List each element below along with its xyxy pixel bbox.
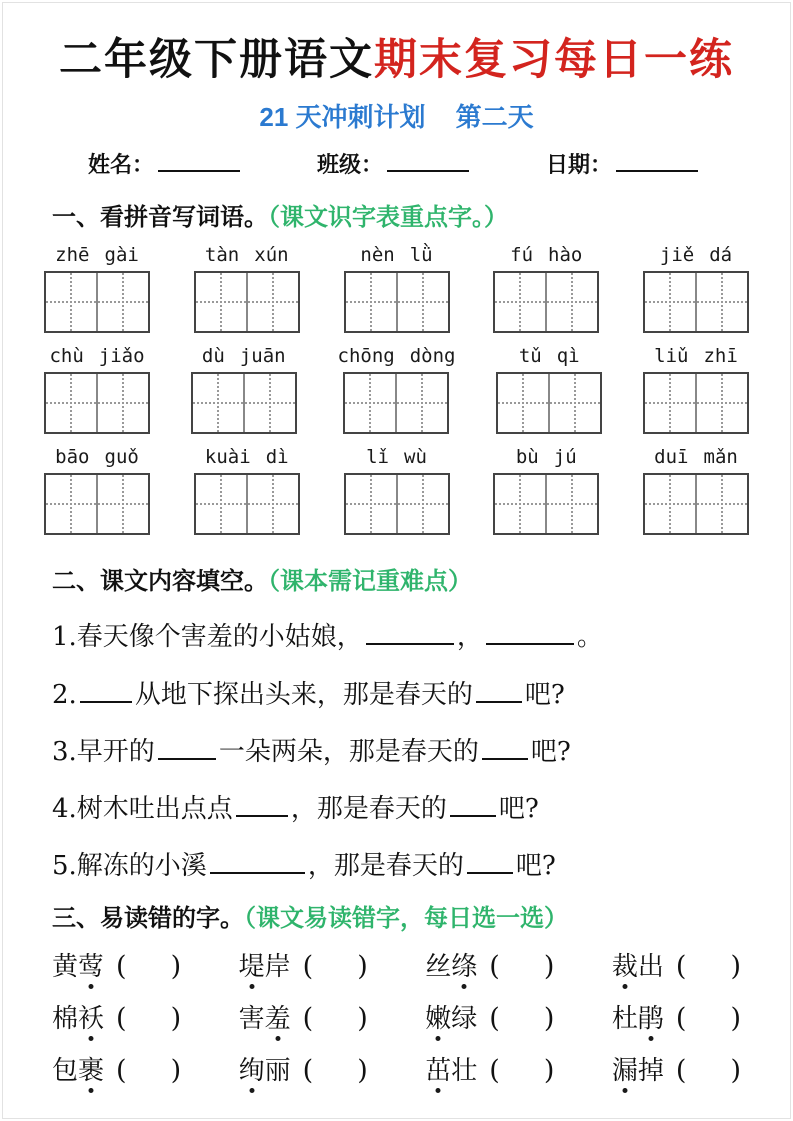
- word-item: [425, 1001, 554, 1037]
- pinyin-syllable: kuài: [204, 446, 251, 469]
- pinyin-syllable: fú: [510, 244, 534, 267]
- writing-grid-cell: [345, 374, 397, 432]
- section1-title: 一、看拼音写词语。: [52, 204, 268, 232]
- name-blank: [158, 150, 240, 172]
- sentence-text: 1.春天像个害羞的小姑娘，: [52, 622, 363, 653]
- pinyin-label: [55, 244, 139, 266]
- writing-grid-cell: [550, 374, 600, 432]
- writing-grid-cell: [193, 374, 245, 432]
- pinyin-label: [49, 345, 144, 367]
- fill-in-sentence: [52, 789, 741, 825]
- word-item: [425, 949, 554, 985]
- pinyin-syllable: mǎn: [703, 446, 738, 469]
- word-char: 出: [637, 952, 664, 983]
- answer-blank: [486, 617, 574, 645]
- word-row: [52, 1001, 741, 1037]
- pinyin-label: [366, 446, 427, 468]
- date-field: [546, 148, 698, 179]
- pinyin-syllable: liǔ: [654, 345, 689, 368]
- paren-open: (: [302, 1003, 314, 1035]
- writing-grid-cell: [697, 273, 747, 331]
- writing-grid-cell: [547, 273, 597, 331]
- word-text: [239, 1004, 291, 1034]
- section2-heading: [0, 561, 793, 596]
- word-char: 裁: [611, 952, 638, 983]
- word-text: [52, 1056, 104, 1086]
- writing-grid-cell: [46, 273, 98, 331]
- writing-grid-box: [643, 271, 749, 333]
- pinyin-word-column: [344, 446, 450, 535]
- date-label: 日期：: [545, 152, 612, 178]
- pinyin-word-column: [643, 345, 749, 434]
- word-item: [612, 1001, 741, 1037]
- word-char: 裹: [78, 1055, 105, 1086]
- pinyin-label: [205, 244, 289, 266]
- paren-open: (: [675, 1054, 687, 1086]
- writing-grid-cell: [398, 475, 448, 533]
- pinyin-label: [654, 446, 738, 468]
- pinyin-label: [660, 244, 732, 266]
- paren-close: ): [170, 1054, 182, 1086]
- sentence-text: 吧?: [498, 794, 539, 824]
- section1-note: （课文识字表重点字。）: [268, 204, 508, 232]
- subtitle-plan: 21 天冲刺计划: [259, 102, 426, 133]
- pinyin-grid-rows: [0, 244, 793, 535]
- word-item: [52, 1001, 181, 1037]
- pinyin-word-column: [493, 244, 599, 333]
- pinyin-row: [44, 244, 749, 333]
- word-char: 嫩: [425, 1004, 452, 1035]
- word-text: [239, 1056, 291, 1086]
- word-char: 鹃: [637, 1004, 664, 1035]
- word-item: [52, 949, 181, 985]
- paren-open: (: [489, 1054, 500, 1086]
- pinyin-word-column: [44, 345, 150, 434]
- word-char: 害: [238, 1004, 265, 1035]
- paren-close: ): [357, 1003, 368, 1035]
- writing-grid-box: [44, 271, 150, 333]
- pinyin-label: [516, 446, 577, 468]
- word-char: 堤: [238, 952, 265, 983]
- paren-open: (: [116, 1003, 127, 1035]
- writing-grid-cell: [196, 475, 248, 533]
- paren-close: ): [170, 951, 182, 983]
- pinyin-label: [654, 345, 738, 367]
- sentence-text: 2.: [52, 679, 77, 710]
- word-char: 岸: [264, 952, 291, 983]
- word-char: 壮: [451, 1055, 478, 1086]
- word-char: 杜: [611, 1004, 638, 1035]
- word-text: [425, 1004, 477, 1034]
- pinyin-syllable: dù: [201, 345, 225, 368]
- word-char: 莺: [78, 952, 105, 983]
- writing-grid-cell: [645, 374, 697, 432]
- pinyin-syllable: jiě: [659, 244, 695, 267]
- word-char: 茁: [425, 1055, 452, 1086]
- sentence-text: 吧?: [524, 679, 565, 710]
- paren-close: ): [357, 951, 368, 983]
- class-label: 班级：: [316, 152, 383, 178]
- paren-close: ): [357, 1054, 368, 1086]
- pinyin-syllable: guǒ: [104, 446, 139, 469]
- word-text: [52, 952, 104, 982]
- section3-title: 三、易读错的字。: [52, 905, 244, 933]
- word-text: [425, 952, 477, 982]
- word-char: 丽: [264, 1055, 291, 1086]
- word-row: [52, 1053, 741, 1089]
- writing-grid-cell: [697, 475, 747, 533]
- answer-blank: [482, 732, 528, 760]
- paren-close: ): [730, 1054, 741, 1086]
- paren-close: ): [730, 1003, 741, 1035]
- writing-grid-box: [493, 271, 599, 333]
- writing-grid-box: [44, 473, 150, 535]
- writing-grid-cell: [697, 374, 747, 432]
- fill-in-sentence: [52, 617, 741, 653]
- answer-blank: [236, 789, 288, 817]
- writing-grid-cell: [46, 374, 98, 432]
- word-text: [612, 952, 664, 982]
- pinyin-syllable: duī: [654, 446, 689, 469]
- sentence-text: 从地下探出头来，那是春天的: [134, 679, 473, 710]
- section3-note: （课文易读错字，每日选一选）: [244, 905, 568, 933]
- fill-in-sentence: [52, 732, 741, 768]
- sentence-text: 5.解冻的小溪: [52, 851, 207, 882]
- writing-grid-box: [44, 372, 150, 434]
- writing-grid-cell: [46, 475, 98, 533]
- pinyin-syllable: xún: [254, 244, 289, 267]
- sentence-text: 。: [576, 622, 603, 653]
- paren-open: (: [302, 951, 314, 983]
- answer-blank: [476, 675, 522, 703]
- pinyin-syllable: dá: [709, 244, 733, 267]
- name-field: [88, 148, 240, 179]
- sentence-text: 4.树木吐出点点: [52, 794, 233, 824]
- section2-note: （课本需记重难点）: [268, 568, 472, 596]
- pinyin-syllable: zhī: [703, 345, 738, 368]
- writing-grid-cell: [248, 475, 298, 533]
- subtitle-day: 第二天: [455, 102, 534, 133]
- pinyin-label: [55, 446, 139, 468]
- title-main: 二年级下册语文: [59, 35, 374, 85]
- writing-grid-cell: [248, 273, 298, 331]
- pinyin-word-column: [44, 446, 150, 535]
- answer-blank: [158, 732, 216, 760]
- sentence-text: 吧?: [515, 851, 556, 882]
- writing-grid-cell: [495, 273, 547, 331]
- pinyin-syllable: chù: [49, 345, 84, 368]
- pinyin-label: [202, 345, 286, 367]
- pinyin-syllable: chōng: [337, 345, 395, 368]
- pinyin-word-column: [493, 446, 599, 535]
- pinyin-row: [44, 345, 749, 434]
- writing-grid-box: [343, 372, 449, 434]
- paren-close: ): [543, 1054, 555, 1086]
- pinyin-row: [44, 446, 749, 535]
- word-char: 羞: [264, 1004, 291, 1035]
- pinyin-syllable: juān: [239, 345, 286, 368]
- word-char: 绿: [451, 1004, 478, 1035]
- pinyin-syllable: zhē: [55, 244, 90, 267]
- pinyin-syllable: tàn: [204, 244, 240, 267]
- word-char: 袄: [78, 1004, 105, 1035]
- writing-grid-cell: [397, 374, 447, 432]
- writing-grid-cell: [196, 273, 248, 331]
- paren-open: (: [489, 1003, 500, 1035]
- pinyin-syllable: dòng: [409, 345, 456, 368]
- pinyin-syllable: qì: [556, 345, 580, 368]
- paren-close: ): [543, 951, 555, 983]
- fill-in-sentences: [0, 617, 793, 882]
- writing-grid-box: [194, 473, 300, 535]
- word-char: 绚: [238, 1055, 265, 1086]
- writing-grid-box: [191, 372, 297, 434]
- writing-grid-cell: [346, 273, 398, 331]
- pinyin-syllable: jiǎo: [98, 345, 145, 368]
- word-text: [612, 1056, 664, 1086]
- word-row: [52, 949, 741, 985]
- pinyin-word-column: [191, 345, 297, 434]
- pinyin-label: [510, 244, 582, 266]
- answer-blank: [80, 675, 132, 703]
- sentence-text: ，那是春天的: [290, 794, 447, 824]
- answer-blank: [467, 846, 513, 874]
- writing-grid-cell: [245, 374, 295, 432]
- pinyin-label: [519, 345, 580, 367]
- pinyin-word-column: [338, 345, 456, 434]
- answer-blank: [366, 617, 454, 645]
- word-char: 丝: [425, 952, 452, 983]
- section3-heading: [0, 898, 793, 933]
- answer-blank: [450, 789, 496, 817]
- title-accent: 期末复习每日一练: [374, 35, 734, 85]
- word-char: 掉: [637, 1055, 664, 1086]
- word-item: [239, 949, 368, 985]
- word-item: [612, 1053, 741, 1089]
- pinyin-syllable: bù: [515, 446, 539, 469]
- class-blank: [387, 150, 469, 172]
- writing-grid-box: [493, 473, 599, 535]
- pinyin-syllable: bāo: [55, 446, 90, 469]
- word-text: [612, 1004, 664, 1034]
- student-info-row: [0, 148, 793, 179]
- word-text: [425, 1056, 477, 1086]
- paren-open: (: [116, 1054, 127, 1086]
- sentence-text: 3.早开的: [52, 736, 155, 767]
- word-item: [239, 1001, 368, 1037]
- pinyin-syllable: hào: [548, 244, 583, 267]
- paren-close: ): [543, 1003, 555, 1035]
- pinyin-label: [360, 244, 432, 266]
- pinyin-syllable: gài: [104, 244, 139, 267]
- pinyin-word-column: [643, 244, 749, 333]
- word-item: [425, 1053, 554, 1089]
- writing-grid-box: [643, 473, 749, 535]
- writing-grid-cell: [498, 374, 550, 432]
- pinyin-syllable: wù: [404, 446, 427, 469]
- writing-grid-box: [643, 372, 749, 434]
- pinyin-label: [338, 345, 456, 367]
- writing-grid-box: [344, 473, 450, 535]
- word-char: 绦: [451, 952, 478, 983]
- class-field: [317, 148, 469, 179]
- fill-in-sentence: [52, 846, 741, 882]
- writing-grid-cell: [645, 273, 697, 331]
- sentence-text: ，: [456, 622, 483, 653]
- answer-blank: [210, 846, 305, 874]
- sentence-text: ，那是春天的: [307, 851, 464, 882]
- date-blank: [616, 150, 698, 172]
- pinyin-word-column: [344, 244, 450, 333]
- paren-open: (: [489, 951, 500, 983]
- writing-grid-cell: [98, 273, 148, 331]
- word-item: [612, 949, 741, 985]
- pinyin-word-column: [194, 244, 300, 333]
- word-text: [52, 1004, 104, 1034]
- word-char: 黄: [52, 952, 79, 983]
- word-char: 漏: [611, 1055, 638, 1086]
- paren-close: ): [730, 951, 741, 983]
- paren-open: (: [675, 951, 687, 983]
- pinyin-syllable: dì: [265, 446, 289, 469]
- paren-close: ): [170, 1003, 182, 1035]
- word-item: [52, 1053, 181, 1089]
- word-char: 棉: [52, 1004, 79, 1035]
- misread-word-rows: [0, 949, 793, 1088]
- paren-open: (: [116, 951, 127, 983]
- writing-grid-cell: [398, 273, 448, 331]
- fill-in-sentence: [52, 675, 741, 711]
- writing-grid-cell: [547, 475, 597, 533]
- sentence-text: 吧?: [530, 736, 571, 767]
- subtitle: [0, 97, 793, 134]
- paren-open: (: [675, 1003, 687, 1035]
- writing-grid-cell: [645, 475, 697, 533]
- pinyin-label: [205, 446, 289, 468]
- section2-title: 二、课文内容填空。: [52, 568, 268, 596]
- word-item: [239, 1053, 368, 1089]
- pinyin-syllable: lǐ: [366, 446, 389, 469]
- paren-open: (: [302, 1054, 314, 1086]
- sentence-text: 一朵两朵，那是春天的: [218, 736, 479, 767]
- pinyin-syllable: tǔ: [518, 345, 542, 368]
- writing-grid-cell: [346, 475, 398, 533]
- pinyin-word-column: [643, 446, 749, 535]
- pinyin-syllable: nèn: [360, 244, 395, 267]
- section1-heading: [0, 197, 793, 232]
- word-char: 包: [52, 1055, 79, 1086]
- name-label: 姓名：: [88, 152, 155, 178]
- writing-grid-cell: [98, 374, 148, 432]
- word-text: [239, 952, 291, 982]
- page-title: [0, 0, 793, 85]
- writing-grid-cell: [495, 475, 547, 533]
- pinyin-word-column: [496, 345, 602, 434]
- pinyin-word-column: [44, 244, 150, 333]
- pinyin-syllable: lǜ: [409, 244, 433, 267]
- writing-grid-cell: [98, 475, 148, 533]
- pinyin-syllable: jú: [553, 446, 577, 469]
- writing-grid-box: [344, 271, 450, 333]
- pinyin-word-column: [194, 446, 300, 535]
- writing-grid-box: [194, 271, 300, 333]
- writing-grid-box: [496, 372, 602, 434]
